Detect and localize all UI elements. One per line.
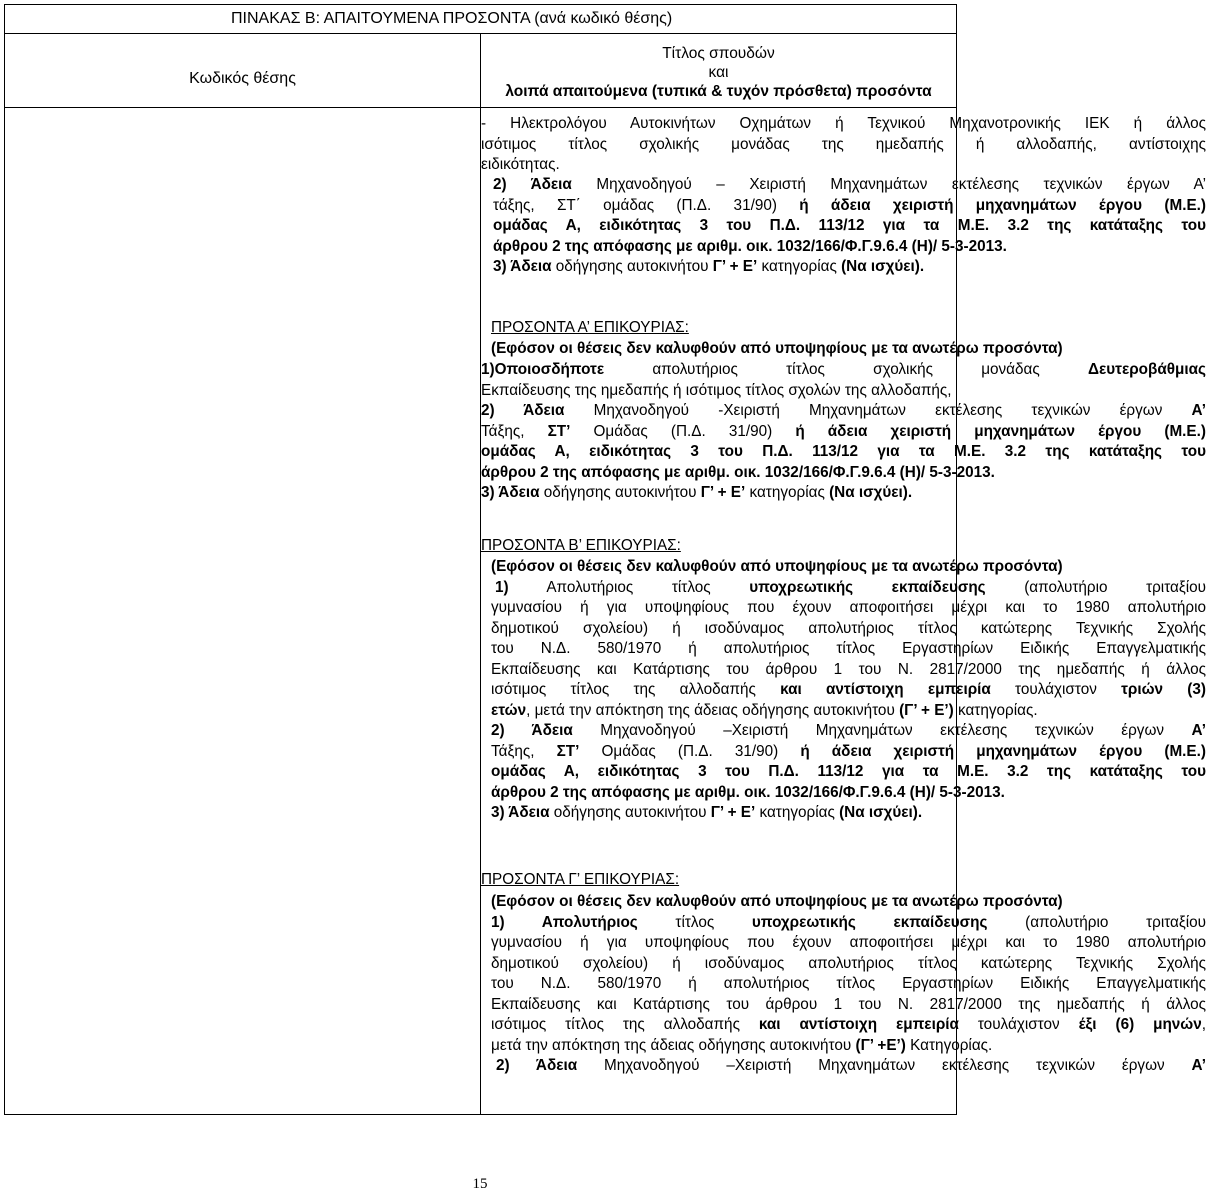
section-a-title: ΠΡΟΣΟΝΤΑ Α’ ΕΠΙΚΟΥΡΙΑΣ: <box>491 319 689 336</box>
text-line: - Ηλεκτρολόγου Αυτοκινήτων Οχημάτων ή Τεχνικού Μηχανοτρονικής ΙΕΚ ή άλλος <box>481 115 1206 132</box>
text-line: Εκπαίδευσης και Κατάρτισης του άρθρου 1 του Ν. 2817/2000 της ημεδαπής ή άλλος <box>491 995 1206 1013</box>
text-line: Εκπαίδευσης της ημεδαπής ή ισότιμος τίτλος σχολών της αλλοδαπής, <box>481 381 952 399</box>
position-code-cell <box>5 108 481 1115</box>
section-a <box>491 318 1206 359</box>
position-code-header: Κωδικός θέσης <box>5 34 481 108</box>
text-line: 1) Απολυτήριος τίτλος υποχρεωτικής εκπαίδευσης (απολυτήριο τριταξίου <box>495 578 1206 596</box>
text-line: δημοτικού σχολείου) ή ισοδύναμος απολυτήριος τίτλος κατώτερης Τεχνικής Σχολής <box>491 954 1206 972</box>
header-line-2: και <box>708 64 729 81</box>
text-line: 2) Άδεια Μηχανοδηγού – Χειριστή Μηχανημάτων εκτέλεσης τεχνικών έργων Α’ <box>493 176 1206 193</box>
section-c-note: (Εφόσον οι θέσεις δεν καλυφθούν από υποψηφίους με τα ανωτέρω προσόντα) <box>491 893 1063 910</box>
section-c <box>481 870 1206 891</box>
section-a-note: (Εφόσον οι θέσεις δεν καλυφθούν από υποψηφίους με τα ανωτέρω προσόντα) <box>491 339 1063 357</box>
main-requirements-cont <box>493 175 1206 278</box>
requirements-table <box>4 4 1206 1115</box>
text-line: ειδικότητας. <box>481 156 560 173</box>
text-line: 2) Άδεια Μηχανοδηγού –Χειριστή Μηχανημάτων εκτέλεσης τεχνικών έργων Α’ <box>496 1057 1206 1074</box>
section-b-body <box>491 557 1206 824</box>
text-line: γυμνασίου ή για υποψηφίους που έχουν αποφοιτήσει μέχρι και το 1980 απολυτήριο <box>491 599 1206 616</box>
section-b-note: (Εφόσον οι θέσεις δεν καλυφθούν από υποψηφίους με τα ανωτέρω προσόντα) <box>491 558 1063 575</box>
qualifications-header <box>481 34 957 108</box>
text-line: 3) Άδεια οδήγησης αυτοκινήτου Γ’ + Ε’ κατηγορίας (Να ισχύει). <box>491 804 923 821</box>
text-line: ομάδας Α, ειδικότητας 3 του Π.Δ. 113/12 για τα Μ.Ε. 3.2 της κατάταξης του <box>491 763 1206 780</box>
text-line: 3) Άδεια οδήγησης αυτοκινήτου Γ’ + Ε’ κατηγορίας (Να ισχύει). <box>481 484 913 501</box>
text-line: ισότιμος τίτλος της αλλοδαπής και αντίστοιχη εμπειρία τουλάχιστον τριών (3) <box>491 681 1206 698</box>
page-number: 15 <box>472 1176 488 1192</box>
table-title: ΠΙΝΑΚΑΣ Β: ΑΠΑΙΤΟΥΜΕΝΑ ΠΡΟΣΟΝΤΑ (ανά κωδικό θέσης) <box>5 5 957 34</box>
main-requirements <box>481 114 1206 176</box>
text-line: άρθρου 2 της απόφασης με αριθμ. οικ. 1032/166/Φ.Γ.9.6.4 (Η)/ 5-3-2013. <box>493 237 1007 255</box>
text-line: 3) Άδεια οδήγησης αυτοκινήτου Γ’ + Ε’ κατηγορίας (Να ισχύει). <box>493 258 925 275</box>
text-line: ισότιμος τίτλος της αλλοδαπής και αντίστοιχη εμπειρία τουλάχιστον έξι (6) μηνών, <box>491 1016 1206 1033</box>
text-line: 2) Άδεια Μηχανοδηγού -Χειριστή Μηχανημάτων εκτέλεσης τεχνικών έργων Α’ <box>481 402 1206 419</box>
section-b <box>481 536 1206 557</box>
qualifications-cell <box>481 108 1206 1115</box>
text-line: τάξης, ΣΤ΄ ομάδας (Π.Δ. 31/90) ή άδεια χειριστή μηχανημάτων έργου (Μ.Ε.) <box>493 196 1206 214</box>
text-line: του Ν.Δ. 580/1970 ή απολυτήριος τίτλος Εργαστηρίων Ειδικής Επαγγελματικής <box>491 975 1206 992</box>
text-line: δημοτικού σχολείου) ή ισοδύναμος απολυτήριος τίτλος κατώτερης Τεχνικής Σχολής <box>491 619 1206 637</box>
text-line: ομάδας Α, ειδικότητας 3 του Π.Δ. 113/12 για τα Μ.Ε. 3.2 της κατάταξης του <box>493 217 1206 234</box>
text-line: του Ν.Δ. 580/1970 ή απολυτήριος τίτλος Εργαστηρίων Ειδικής Επαγγελματικής <box>491 640 1206 657</box>
header-line-1: Τίτλος σπουδών <box>662 45 775 62</box>
section-c-body <box>491 892 1206 1077</box>
text-line: Τάξης, ΣΤ’ Ομάδας (Π.Δ. 31/90) ή άδεια χειριστή μηχανημάτων έργου (Μ.Ε.) <box>481 422 1206 440</box>
text-line: 2) Άδεια Μηχανοδηγού –Χειριστή Μηχανημάτων εκτέλεσης τεχνικών έργων Α’ <box>491 722 1206 739</box>
section-a-body <box>481 360 1206 504</box>
section-b-title: ΠΡΟΣΟΝΤΑ Β’ ΕΠΙΚΟΥΡΙΑΣ: <box>481 537 681 554</box>
text-line: ισότιμος τίτλος σχολικής μονάδας της ημεδαπής ή αλλοδαπής, αντίστοιχης <box>481 135 1206 153</box>
text-line: 1) Απολυτήριος τίτλος υποχρεωτικής εκπαίδευσης (απολυτήριο τριταξίου <box>491 913 1206 931</box>
text-line: γυμνασίου ή για υποψηφίους που έχουν αποφοιτήσει μέχρι και το 1980 απολυτήριο <box>491 934 1206 951</box>
header-line-3: λοιπά απαιτούμενα (τυπικά & τυχόν πρόσθετα) προσόντα <box>505 83 932 100</box>
text-line: Εκπαίδευσης και Κατάρτισης του άρθρου 1 του Ν. 2817/2000 της ημεδαπής ή άλλος <box>491 660 1206 678</box>
text-line: Τάξης, ΣΤ’ Ομάδας (Π.Δ. 31/90) ή άδεια χειριστή μηχανημάτων έργου (Μ.Ε.) <box>491 742 1206 760</box>
text-line: μετά την απόκτηση της άδειας οδήγησης αυτοκινήτου (Γ’ +Ε’) Κατηγορίας. <box>491 1036 993 1054</box>
text-line: άρθρου 2 της απόφασης με αριθμ. οικ. 1032/166/Φ.Γ.9.6.4 (Η)/ 5-3-2013. <box>491 783 1005 801</box>
text-line: άρθρου 2 της απόφασης με αριθμ. οικ. 1032/166/Φ.Γ.9.6.4 (Η)/ 5-3-2013. <box>481 463 995 481</box>
text-line: ετών, μετά την απόκτηση της άδειας οδήγησης αυτοκινήτου (Γ’ + Ε’) κατηγορίας. <box>491 701 1038 719</box>
text-line: 1)Οποιοσδήποτε απολυτήριος τίτλος σχολικής μονάδας Δευτεροβάθμιας <box>481 361 1206 378</box>
text-line: ομάδας Α, ειδικότητας 3 του Π.Δ. 113/12 για τα Μ.Ε. 3.2 της κατάταξης του <box>481 443 1206 460</box>
section-c-title: ΠΡΟΣΟΝΤΑ Γ’ ΕΠΙΚΟΥΡΙΑΣ: <box>481 871 680 888</box>
